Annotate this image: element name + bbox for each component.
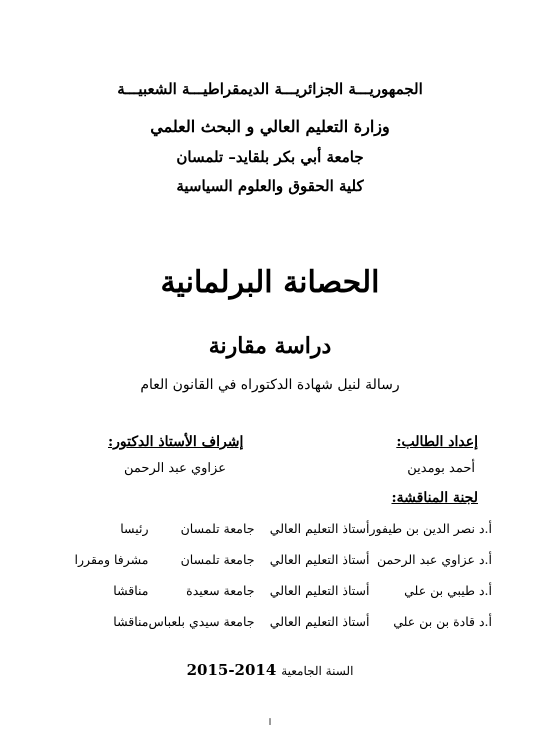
academic-year (0, 661, 540, 679)
supervisor-name: عزاوي عبد الرحمن (124, 461, 226, 476)
header-university: جامعة أبي بكر بلقايد– تلمسان (176, 148, 364, 166)
member-name: أ.د قادة بن بن علي (393, 614, 492, 629)
member-university: جامعة تلمسان (180, 552, 255, 567)
student-name: أحمد بومدين (407, 461, 475, 476)
member-role: مناقشا (113, 583, 149, 598)
member-role: مناقشا (113, 614, 149, 629)
member-role: مشرفا ومقررا (74, 552, 149, 567)
academic-year-label: السنة الجامعية (281, 664, 354, 678)
thesis-subtitle: دراسة مقارنة (208, 333, 332, 359)
member-rank: أستاذ التعليم العالي (269, 552, 370, 567)
member-university: جامعة سعيدة (186, 583, 255, 598)
header-faculty: كلية الحقوق والعلوم السياسية (176, 177, 364, 195)
header-ministry: وزارة التعليم العالي و البحث العلمي (150, 117, 390, 136)
committee-label: لجنة المناقشة: (391, 490, 478, 506)
committee-row (62, 513, 492, 544)
header-republic: الجمهوريـــة الجزائريـــة الديمقراطيـــة الشعبيـــة (117, 80, 423, 98)
supervisor-label: إشراف الأستاذ الدكتور: (108, 434, 244, 450)
member-rank: أستاذ التعليم العالي (269, 583, 370, 598)
member-rank: أستاذ التعليم العالي (269, 614, 370, 629)
member-rank: أستاذ التعليم العالي (269, 521, 370, 536)
member-university: جامعة تلمسان (180, 521, 255, 536)
page-number: ا (268, 718, 272, 728)
member-name: أ.د طيبي بن علي (404, 583, 492, 598)
student-label: إعداد الطالب: (396, 434, 478, 450)
committee-row (62, 544, 492, 575)
committee-table (62, 513, 492, 637)
committee-row (62, 575, 492, 606)
thesis-description: رسالة لنيل شهادة الدكتوراه في القانون العام (140, 377, 400, 393)
member-role: رئيسا (120, 521, 149, 536)
academic-year-value: 2015-2014 (186, 661, 277, 679)
committee-row (62, 606, 492, 637)
thesis-title: الحصانة البرلمانية (160, 265, 380, 300)
member-name: أ.د نصر الدين بن طيفور (369, 521, 492, 536)
member-university: جامعة سيدي بلعباس (148, 614, 255, 629)
member-name: أ.د عزاوي عبد الرحمن (376, 552, 492, 567)
